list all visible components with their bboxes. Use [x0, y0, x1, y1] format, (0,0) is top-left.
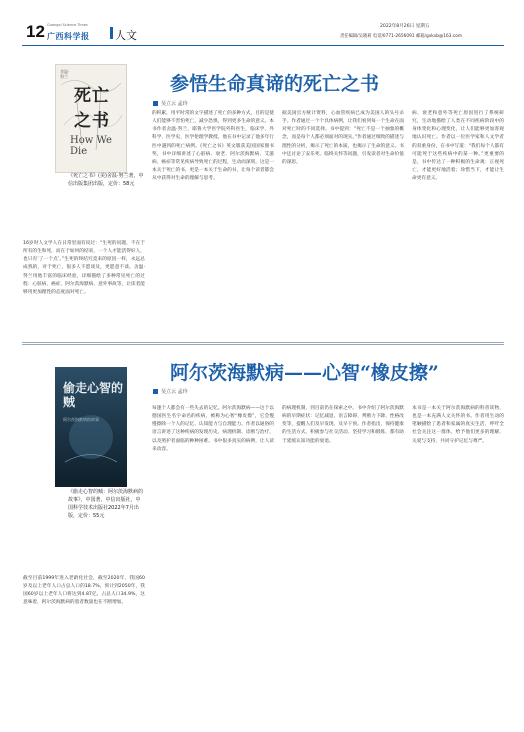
article2-book-cover [55, 367, 127, 487]
byline-marker-icon [153, 389, 158, 394]
article2-byline [153, 388, 188, 395]
page-header [0, 0, 524, 46]
article2-byline-text: 吴立云 孟玲 [161, 389, 188, 395]
article2-col-mid: 每逢个人都会有一些失去的记忆。阿尔茨海默病——这个以德国医生名字命名的疾病，被称为心智“橡皮擦”，它会慢慢擦除一个人的记忆、认知能力与自理能力。作者以通俗的语言讲述了这种疾病的发现历史、病理机制、诊断与治疗，以及照护者面临的种种困难。书中很多真实的病例，让人读来动容。 [152, 406, 274, 452]
article2-caption: 《偷走心智的贼：阿尔茨海默病的故事》，中国著，中信出版社，中国科学技术出版社2022年7月出版，定价：55元 [68, 489, 144, 519]
page-number: 12 [26, 22, 45, 41]
section-marker [110, 27, 113, 39]
article1-col-left: 16岁时人文学人在日常里面有说过：“生死的问题，不在于所有的生和死，而在于如何的结束，一个人才能活得好人，也只有‘了一个点’。”生死的终结究竟来的原因一样，永远总成熟的，对于死亡，很多人不愿谈及，更愿意不谈。舍温·努兰用他丰富的临床经验，详细描绘了多种常见死亡的过程：心脏病、癌症、阿尔茨海默病、意外事故等，让读者能够用更加理性的态度面对死亡。 [23, 241, 145, 295]
header-rule [22, 45, 504, 46]
article1-headline: 参悟生命真谛的死亡之书 [170, 73, 380, 95]
article1-caption: 《死亡之书》(美)舍温·努兰著，中信出版集团出版，定价：58元 [68, 173, 144, 187]
article2-col-right2: 本书是一本关于阿尔茨海默病的科普读物，也是一本充满人文关怀的书。作者用生动的笔触描绘了患者和家属的真实生活，呼吁全社会关注这一群体，给予他们更多的理解、关爱与支持，共同守护记忆与尊严。 [412, 406, 504, 444]
cover1-author: 舍温·努兰 [60, 69, 70, 79]
section-title: 人文 [115, 29, 137, 42]
article2-headline: 阿尔茨海默病——心智“橡皮擦” [170, 362, 439, 384]
cover2-title: 偷走心智的贼 [63, 381, 124, 409]
cover1-title-en: How We Die [70, 135, 112, 157]
cover2-subtitle: 阿尔茨海默病的故事 [63, 417, 99, 422]
article2-col-right1: 的病理机制，到目前仍在探索之中。书中介绍了阿尔茨海默病的早期症状：记忆减退、语言障碍、判断力下降、性格改变等，提醒人们及早发现、及早干预。作者指出，保持健康的生活方式、积极参与社交活动、坚持学习和锻炼，都有助于延缓认知功能的衰退。 [282, 406, 404, 444]
article1-book-cover [55, 64, 127, 173]
section-divider-second [22, 344, 504, 345]
date-line: 2022年8月26日 星期五 [380, 24, 430, 29]
section-divider [22, 342, 504, 343]
editor-line: 责任编辑/吴晓莉 电话/0771-2656091 邮箱/gxkxb@163.com [340, 34, 463, 39]
article1-col-mid: 的积累，用平时常的文字描述了死亡的多种方式，目的是使人们能够不害怕死亡，减少恐惧，得到更多生命的意义。本书作者舍温·努兰，耶鲁大学医学院外科医生，临床学、外科学、医学史、医学伦理学教授。他在书中记录了他多年行医中遇到的死亡病例。《死亡之书》英文版获美国国家图书奖，书中详细讲述了心脏病、衰老、阿尔茨海默病、艾滋病、癌症等常见疾病导致死亡的过程，生动而深刻，这是一本关于死亡的书，更是一本关于生命的书，让每个读者都会从中获得对生命的理解与思考。 [152, 111, 274, 182]
article1-byline [153, 100, 188, 107]
cover1-title: 死亡之书 [74, 86, 110, 131]
masthead-english: Guangxi Science Times [47, 23, 88, 27]
masthead-chinese: 广西科学报 [47, 32, 90, 41]
article1-col-right1: 据美国官方统计资料，心血管疾病已成为美国人的头号杀手。作者通过一个个具体病例，让我们看到每一个生命在面对死亡时的不同选择。书中提到：“死亡不是一个抽象的概念，而是每个人都必须面对的现实。”作者通过细致的描述与理性的分析，揭示了死亡的本质，也揭示了生命的意义。书中还讨论了安乐死、临终关怀等问题，引发读者对生命价值的深思。 [282, 111, 404, 165]
article1-byline-text: 吴立云 孟玲 [161, 101, 188, 107]
byline-marker-icon [153, 101, 158, 106]
article1-col-right2: 病、衰老和意外等死亡原因进行了系统研究，生动地描绘了人类在不同疾病阶段中的身体变化和心理变化，让人们能够更加客观地认识死亡。作者以一位医学家和人文学者的双重身份，在书中写道：“我们每个人都有可能死于这些疾病中的某一种。”更重要的是，书中传达了一种积极的生命观：正视死亡，才能更好地活着；珍惜当下，才能让生命更有意义。 [412, 111, 504, 182]
article2-col-left: 截至目前1999年进入老龄化社会，截至2020年，我国60岁及以上老年人口占总人口的18.7%，预计到2050年，我国60岁以上老年人口将达到4.87亿，占总人口34.9%，这意味着，阿尔茨海默病的患者数量也在不断增加。 [23, 576, 145, 606]
